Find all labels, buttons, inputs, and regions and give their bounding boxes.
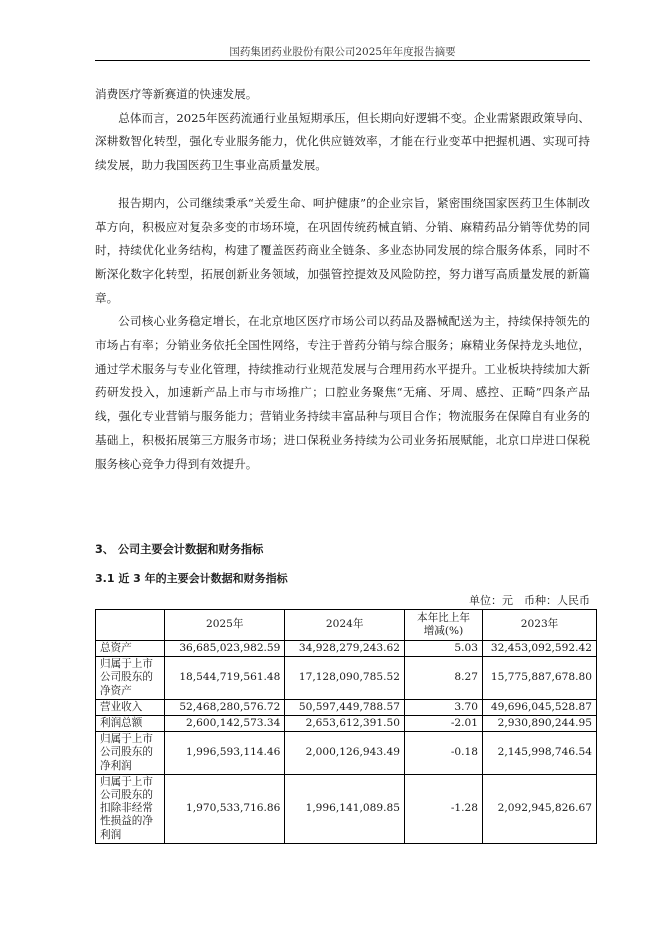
value-2025: 2,600,142,573.34 <box>165 716 285 732</box>
section-heading: 3、 公司主要会计数据和财务指标 <box>95 543 264 556</box>
value-2023: 32,453,092,592.42 <box>483 641 597 657</box>
value-2023: 49,696,045,528.87 <box>483 699 597 715</box>
header-cell-2025: 2025年 <box>165 610 285 641</box>
body-text <box>95 83 590 476</box>
page-header: 国药集团药业股份有限公司2025年年度报告摘要 <box>229 46 456 58</box>
value-2025: 1,996,593,114.46 <box>165 732 285 775</box>
value-2023: 2,930,890,244.95 <box>483 716 597 732</box>
row-label: 归属于上市公司股东的扣除非经常性损益的净利润 <box>96 774 165 843</box>
header-cell-change: 本年比上年 增减(%) <box>404 610 482 641</box>
value-2024: 34,928,279,243.62 <box>285 641 405 657</box>
value-change: 3.70 <box>404 699 482 715</box>
value-2024: 1,996,141,089.85 <box>285 774 405 843</box>
value-2023: 15,775,887,678.80 <box>483 657 597 700</box>
value-change: -0.18 <box>404 732 482 775</box>
value-2024: 50,597,449,788.57 <box>285 699 405 715</box>
table-header-row <box>96 610 597 641</box>
financial-data-table <box>95 609 597 844</box>
value-change: -2.01 <box>404 716 482 732</box>
row-label: 利润总额 <box>96 716 165 732</box>
section-subheading: 3.1 近 3 年的主要会计数据和财务指标 <box>95 572 288 585</box>
header-rule <box>95 60 590 61</box>
value-2023: 2,145,998,746.54 <box>483 732 597 775</box>
value-2024: 2,000,126,943.49 <box>285 732 405 775</box>
row-label: 营业收入 <box>96 699 165 715</box>
paragraph-report-period: 报告期内，公司继续秉承“关爱生命、呵护健康”的企业宗旨，紧密围绕国家医药卫生体制改革方向，积极应对复杂多变的市场环境，在巩固传统药械直销、分销、麻精药品分销等优势的同时，持续优化业务结构，构建了覆盖医药商业全链条、多业态协同发展的综合服务体系，同时不断深化数字化转型，拓展创新业务领域，加强管控提效及风险防控，努力谱写高质量发展的新篇章。 <box>95 195 590 305</box>
table-row <box>96 774 597 843</box>
row-label: 归属于上市公司股东的净利润 <box>96 732 165 775</box>
value-change: 5.03 <box>404 641 482 657</box>
paragraph-continuation: 消费医疗等新赛道的快速发展。 <box>95 87 258 101</box>
table-row <box>96 732 597 775</box>
table-row <box>96 641 597 657</box>
value-2024: 2,653,612,391.50 <box>285 716 405 732</box>
value-2025: 52,468,280,576.72 <box>165 699 285 715</box>
value-2025: 18,544,719,561.48 <box>165 657 285 700</box>
table-row <box>96 657 597 700</box>
unit-currency-note: 单位：元 币种：人民币 <box>469 594 590 607</box>
paragraph-core-business: 公司核心业务稳定增长，在北京地区医疗市场公司以药品及器械配送为主，持续保持领先的市场占有率；分销业务依托全国性网络，专注于普药分销与综合服务；麻精业务保持龙头地位，通过学术服务与专业化管理，持续推动行业规范发展与合理用药水平提升。工业板块持续加大新药研发投入，加速新产品上市与市场推广；口腔业务聚焦“无痛、牙周、感控、正畸”四条产品线，强化专业营销与服务能力；营销业务持续丰富品种与项目合作；物流服务在保障自有业务的基础上，积极拓展第三方服务市场；进口保税业务持续为公司业务拓展赋能，北京口岸进口保税服务核心竞争力得到有效提升。 <box>95 314 590 471</box>
row-label: 总资产 <box>96 641 165 657</box>
paragraph-summary: 总体而言，2025年医药流通行业虽短期承压，但长期向好逻辑不变。企业需紧跟政策导向、深耕数智化转型，强化专业服务能力，优化供应链效率，才能在行业变革中把握机遇、实现可持续发展，助力我国医药卫生事业高质量发展。 <box>95 110 590 173</box>
table-row <box>96 716 597 732</box>
table-row <box>96 699 597 715</box>
row-label: 归属于上市公司股东的净资产 <box>96 657 165 700</box>
value-2024: 17,128,090,785.52 <box>285 657 405 700</box>
header-cell-blank <box>96 610 165 641</box>
value-change: 8.27 <box>404 657 482 700</box>
value-2025: 1,970,533,716.86 <box>165 774 285 843</box>
value-2025: 36,685,023,982.59 <box>165 641 285 657</box>
value-2023: 2,092,945,826.67 <box>483 774 597 843</box>
value-change: -1.28 <box>404 774 482 843</box>
paragraph-gap <box>95 178 590 192</box>
header-cell-2023: 2023年 <box>483 610 597 641</box>
header-cell-2024: 2024年 <box>285 610 405 641</box>
